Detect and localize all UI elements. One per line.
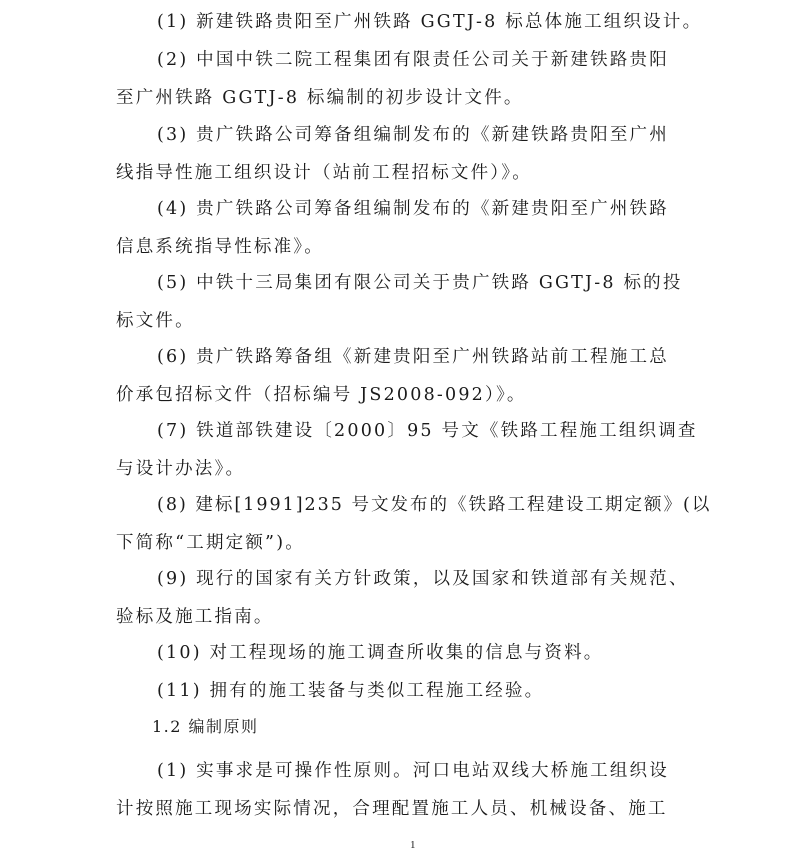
list-item-7 (0, 420, 794, 442)
page-number: 1 (410, 839, 416, 851)
text-line: (1) 实事求是可操作性原则。河口电站双线大桥施工组织设 (157, 761, 669, 781)
text-line: 价承包招标文件（招标编号 JS2008-092）》。 (116, 385, 527, 405)
principle-item-1-continuation (0, 798, 794, 820)
list-item-4 (0, 198, 794, 220)
text-line: (5) 中铁十三局集团有限公司关于贵广铁路 GGTJ-8 标的投 (157, 273, 683, 293)
list-item-6-continuation (0, 384, 794, 406)
text-line: (11) 拥有的施工装备与类似工程施工经验。 (157, 681, 545, 701)
list-item-3-continuation (0, 162, 794, 184)
list-item-11 (0, 680, 794, 702)
list-item-9-continuation (0, 606, 794, 628)
text-line: (4) 贵广铁路公司筹备组编制发布的《新建贵阳至广州铁路 (157, 199, 669, 219)
text-line: (6) 贵广铁路筹备组《新建贵阳至广州铁路站前工程施工总 (157, 347, 669, 367)
text-line: 下简称“工期定额”)。 (116, 533, 305, 553)
list-item-8-continuation (0, 532, 794, 554)
text-line: (10) 对工程现场的施工调查所收集的信息与资料。 (157, 643, 604, 663)
text-line: 计按照施工现场实际情况，合理配置施工人员、机械设备、施工 (116, 799, 668, 819)
list-item-3 (0, 124, 794, 146)
text-line: 信息系统指导性标准》。 (116, 237, 324, 257)
list-item-2-continuation (0, 87, 794, 109)
text-line: (1) 新建铁路贵阳至广州铁路 GGTJ-8 标总体施工组织设计。 (157, 12, 703, 32)
text-line: 至广州铁路 GGTJ-8 标编制的初步设计文件。 (116, 88, 524, 108)
text-line: 验标及施工指南。 (116, 607, 274, 627)
list-item-1 (0, 11, 794, 33)
text-line: (9) 现行的国家有关方针政策，以及国家和铁道部有关规范、 (157, 569, 689, 589)
list-item-8 (0, 494, 794, 516)
text-line: (3) 贵广铁路公司筹备组编制发布的《新建铁路贵阳至广州 (157, 125, 669, 145)
list-item-2 (0, 49, 794, 71)
text-line: (8) 建标[1991]235 号文发布的《铁路工程建设工期定额》(以 (157, 495, 712, 515)
list-item-10 (0, 642, 794, 664)
list-item-4-continuation (0, 236, 794, 258)
list-item-5 (0, 272, 794, 294)
principle-item-1 (0, 760, 794, 782)
text-line: 线指导性施工组织设计（站前工程招标文件）》。 (116, 163, 532, 183)
list-item-9 (0, 568, 794, 590)
section-heading: 1.2 编制原则 (152, 717, 259, 736)
list-item-6 (0, 346, 794, 368)
list-item-5-continuation (0, 310, 794, 332)
text-line: (2) 中国中铁二院工程集团有限责任公司关于新建铁路贵阳 (157, 50, 669, 70)
text-line: 标文件。 (116, 311, 195, 331)
list-item-7-continuation (0, 458, 794, 480)
text-line: 与设计办法》。 (116, 459, 246, 479)
text-line: (7) 铁道部铁建设〔2000〕95 号文《铁路工程施工组织调查 (157, 421, 698, 441)
